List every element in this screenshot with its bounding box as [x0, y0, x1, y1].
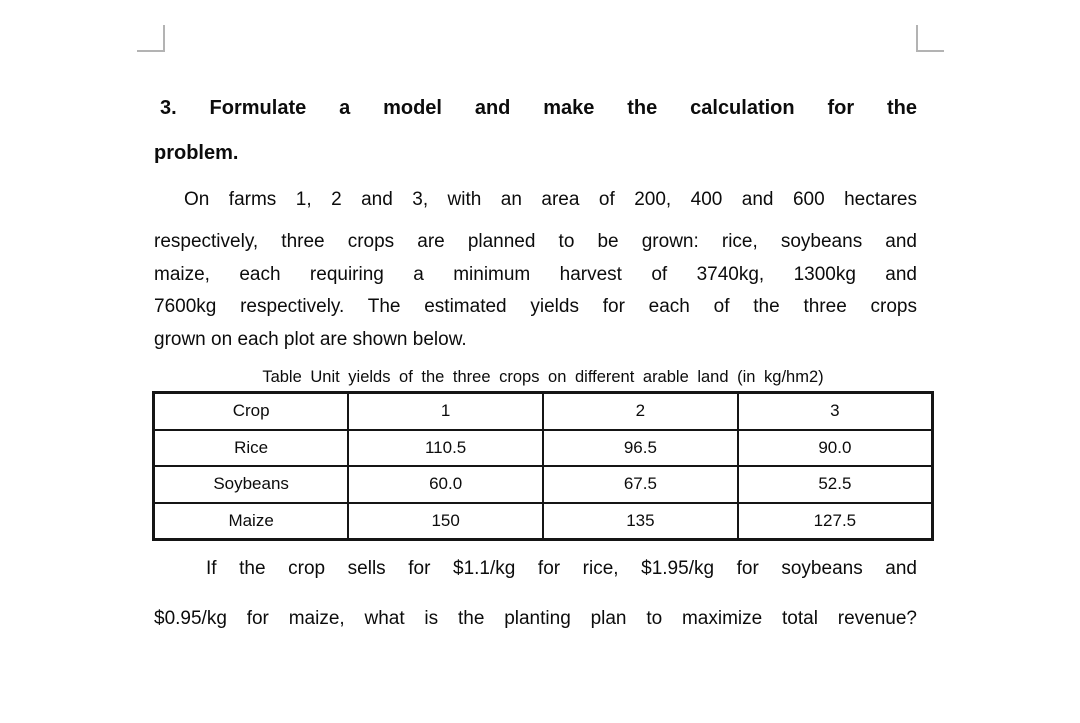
section-heading-line-2: problem.	[154, 142, 239, 164]
table-cell: Maize	[154, 503, 349, 540]
table-cell: 67.5	[543, 466, 738, 503]
problem-paragraph-line: On farms 1, 2 and 3, with an area of 200, 400 and 600 hectares	[184, 189, 917, 210]
page-corner-mark-left	[137, 25, 165, 52]
table-cell: 127.5	[738, 503, 933, 540]
page-corner-mark-right	[916, 25, 944, 52]
yields-table	[152, 391, 934, 541]
table-caption: Table Unit yields of the three crops on different arable land (in kg/hm2)	[262, 368, 824, 386]
table-cell: 150	[348, 503, 543, 540]
table-header-cell: 1	[348, 393, 543, 430]
problem-paragraph-line: grown on each plot are shown below.	[154, 329, 467, 350]
table-cell: 60.0	[348, 466, 543, 503]
table-row	[154, 503, 933, 540]
section-heading-line-1: 3. Formulate a model and make the calculation for the	[160, 97, 917, 119]
problem-paragraph-line: 7600kg respectively. The estimated yields for each of the three crops	[154, 296, 917, 317]
problem-paragraph-line: maize, each requiring a minimum harvest of 3740kg, 1300kg and	[154, 264, 917, 285]
table-row	[154, 466, 933, 503]
table-header-row	[154, 393, 933, 430]
question-paragraph-line: $0.95/kg for maize, what is the planting plan to maximize total revenue?	[154, 608, 917, 629]
table-cell: Rice	[154, 430, 349, 467]
table-header-cell: 2	[543, 393, 738, 430]
table-cell: 96.5	[543, 430, 738, 467]
table-header-cell: Crop	[154, 393, 349, 430]
table-cell: 90.0	[738, 430, 933, 467]
table-row	[154, 430, 933, 467]
table-cell: 135	[543, 503, 738, 540]
table-cell: Soybeans	[154, 466, 349, 503]
table-cell: 110.5	[348, 430, 543, 467]
table-cell: 52.5	[738, 466, 933, 503]
question-paragraph-line: If the crop sells for $1.1/kg for rice, $1.95/kg for soybeans and	[206, 558, 917, 579]
problem-paragraph-line: respectively, three crops are planned to be grown: rice, soybeans and	[154, 231, 917, 252]
table-header-cell: 3	[738, 393, 933, 430]
